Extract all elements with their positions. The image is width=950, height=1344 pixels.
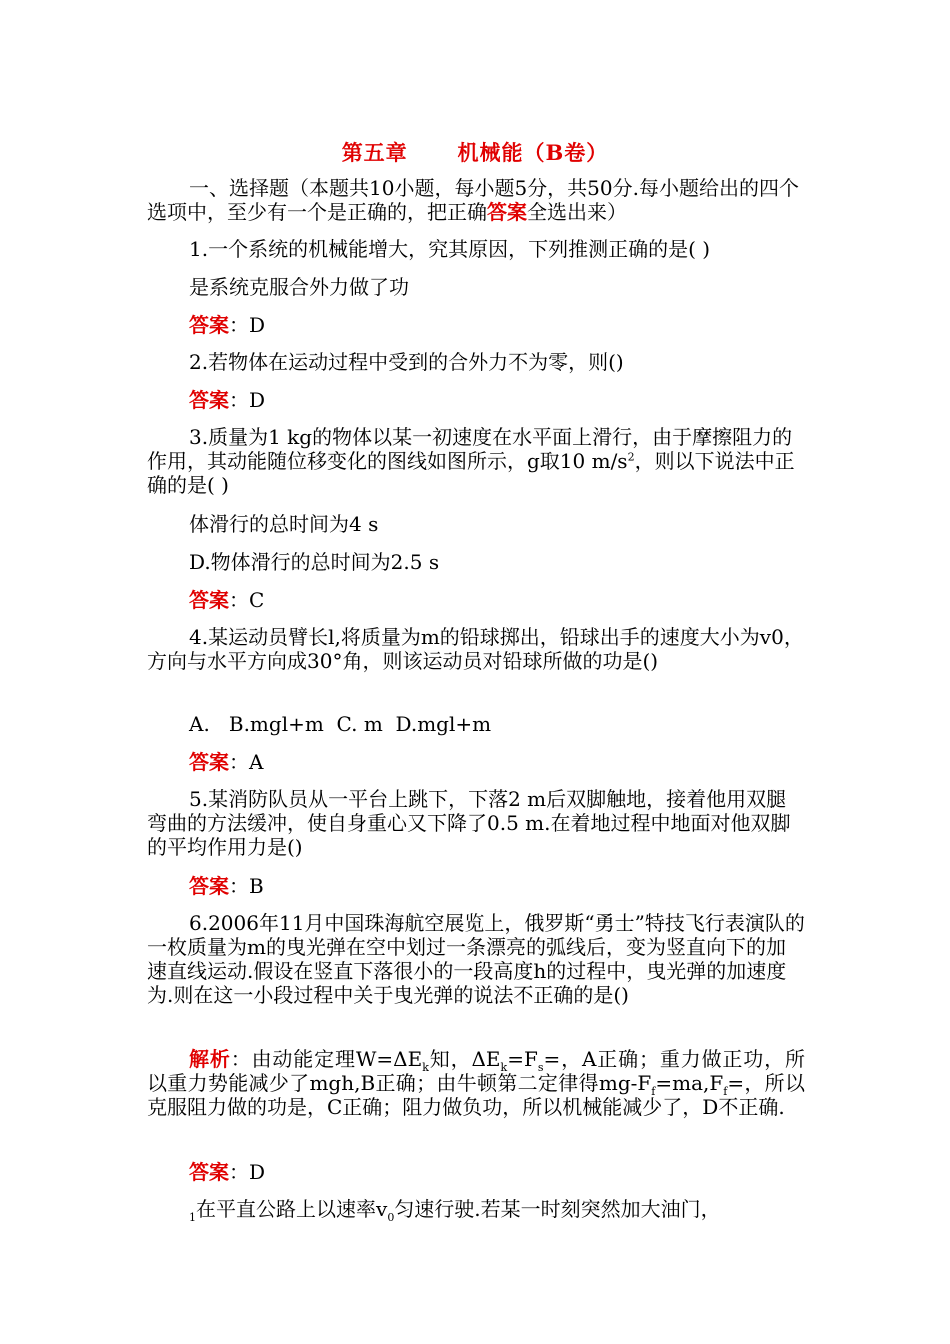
question-7: $_1$在平直公路上以速率$v_0$匀速行驶.若某一时刻突然加大油门，: [189, 1197, 721, 1224]
answer-value: C: [249, 588, 265, 612]
question-3: 3.质量为1 kg的物体以某一初速度在水平面上滑行，由于摩擦阻力的作用，其动能随位移变化的图线如图所示，g取10 $m/s^2$，则以下说法中正确的是( ): [147, 425, 795, 497]
answer-4: 答案：A: [189, 750, 264, 774]
answer-value: D: [249, 313, 266, 337]
intro-text: 一、选择题（本题共10小题，每小题5分，共50分.每小题给出的四个选项中，至少有一个是正确的，把正确: [147, 176, 799, 224]
question-1-option: 是系统克服合外力做了功: [189, 275, 409, 299]
answer-label: 答案: [189, 388, 229, 412]
question-5: 5.某消防队员从一平台上跳下，下落2 m后双脚触地，接着他用双腿弯曲的方法缓冲，使自身重心又下降了0.5 m.在着地过程中地面对他双脚的平均作用力是(): [147, 787, 791, 859]
chapter-title: 第五章 机械能（B卷）: [341, 140, 609, 165]
question-3-option-d: D.物体滑行的总时间为2.5 s: [189, 550, 440, 574]
answer-value: D: [249, 1160, 266, 1184]
question-1: 1.一个系统的机械能增大，究其原因，下列推测正确的是( ): [189, 237, 711, 261]
answer-2: 答案：D: [189, 388, 266, 412]
answer-label: 答案: [189, 750, 229, 774]
question-3-option-c: 体滑行的总时间为4 s: [189, 512, 379, 536]
analysis-label: 解析: [189, 1047, 231, 1071]
answer-label: 答案: [189, 313, 229, 337]
answer-label: 答案: [189, 1160, 229, 1184]
question-2: 2.若物体在运动过程中受到的合外力不为零，则(): [189, 350, 624, 374]
question-4: 4.某运动员臂长l,将质量为m的铅球掷出，铅球出手的速度大小为v0，方向与水平方向成30°角，则该运动员对铅球所做的功是(): [147, 625, 804, 673]
answer-label: 答案: [189, 874, 229, 898]
answer-5: 答案：B: [189, 874, 264, 898]
answer-value: B: [249, 874, 264, 898]
answer-value: D: [249, 388, 266, 412]
answer-label: 答案: [189, 588, 229, 612]
analysis-6: 解析：由动能定理$W=\Delta E_k$知，$\Delta E_k=F_s=$，A正确；重力做正功，所以重力势能减少了mgh,B正确；由牛顿第二定律得$mg-F_f=ma,F_f=$，所以克服阻力做的功是，C正确；阻力做负功，所以机械能减少了，D不正确.: [147, 1047, 806, 1119]
question-6: 6.2006年11月中国珠海航空展览上，俄罗斯“勇士”特技飞行表演队的一枚质量为m的曳光弹在空中划过一条漂亮的弧线后，变为竖直向下的加速直线运动.假设在竖直下落很小的一段高度h的过程中，曳光弹的加速度为.则在这一小段过程中关于曳光弹的说法不正确的是(): [147, 911, 805, 1007]
answer-1: 答案：D: [189, 313, 266, 337]
answer-6: 答案：D: [189, 1160, 266, 1184]
question-4-options: A. B.mgl+m C. m D.mgl+m: [189, 712, 492, 736]
answer-3: 答案：C: [189, 588, 265, 612]
intro-answer-keyword: 答案: [487, 200, 527, 224]
section-intro: [147, 176, 805, 224]
answer-value: A: [249, 750, 264, 774]
intro-text-end: 全选出来）: [527, 200, 627, 224]
